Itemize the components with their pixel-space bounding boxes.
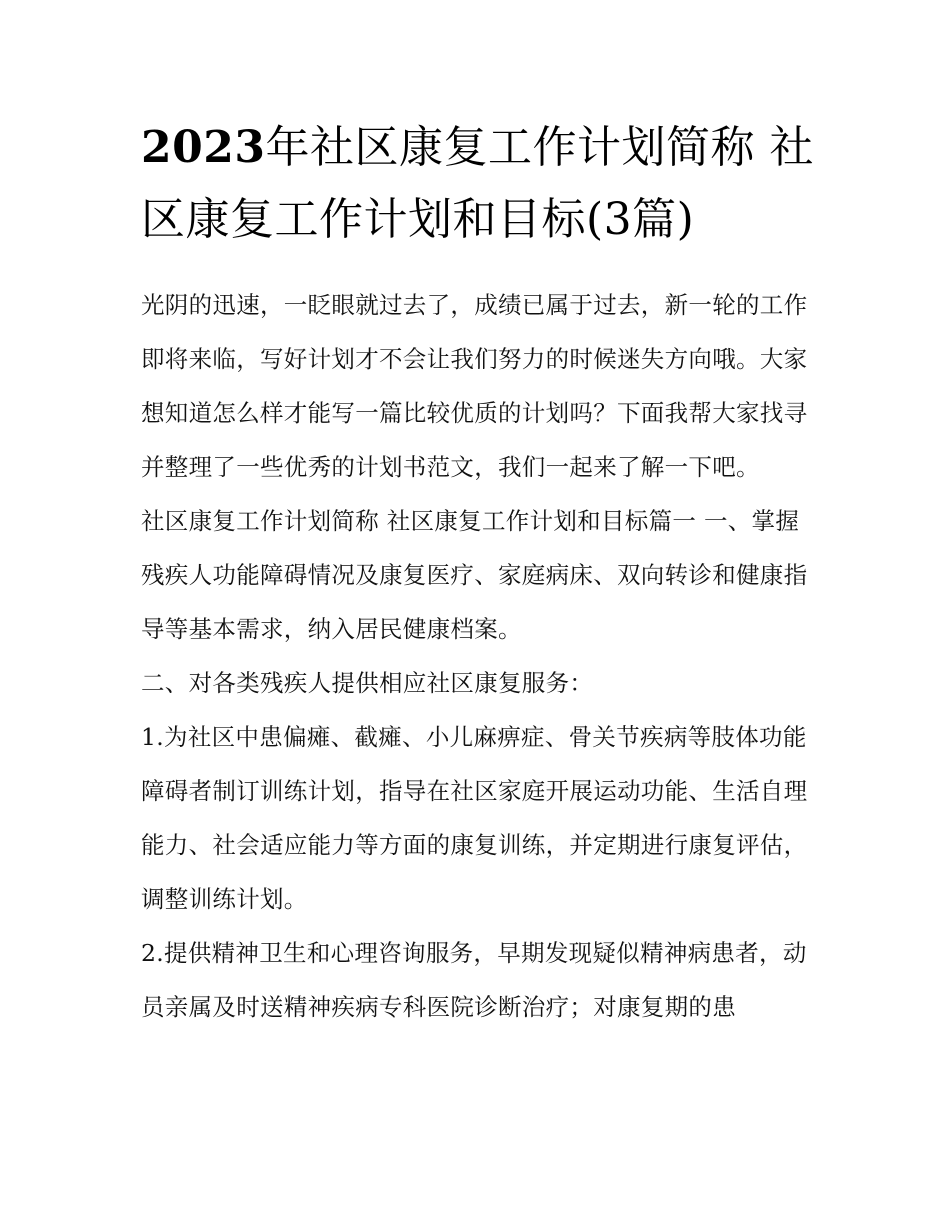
list-item-2: 2.提供精神卫生和心理咨询服务，早期发现疑似精神病患者，动员亲属及时送精神疾病专科医院诊断治疗；对康复期的患 <box>141 939 807 1021</box>
document-body <box>141 278 816 1034</box>
title-year: 2023 <box>141 122 266 173</box>
document-title <box>141 112 816 256</box>
intro-paragraph: 光阴的迅速，一眨眼就过去了，成绩已属于过去，新一轮的工作即将来临，写好计划才不会让我们努力的时候迷失方向哦。大家想知道怎么样才能写一篇比较优质的计划吗？下面我帮大家找寻并整理了一些优秀的计划书范文，我们一起来了解一下吧。 <box>141 291 808 481</box>
list-item-1: 1.为社区中患偏瘫、截瘫、小儿麻痹症、骨关节疾病等肢体功能障碍者制订训练计划，指导在社区家庭开展运动功能、生活自理能力、社会适应能力等方面的康复训练，并定期进行康复评估，调整训练计划。 <box>141 723 808 913</box>
section-one-paragraph: 社区康复工作计划简称 社区康复工作计划和目标篇一 一、掌握残疾人功能障碍情况及康复医疗、家庭病床、双向转诊和健康指导等基本需求，纳入居民健康档案。 <box>141 507 808 643</box>
document-content <box>141 112 816 1034</box>
section-two-heading: 二、对各类残疾人提供相应社区康复服务： <box>141 669 594 697</box>
title-text: 年社区康复工作计划简称 社区康复工作计划和目标(3篇) <box>141 122 814 245</box>
